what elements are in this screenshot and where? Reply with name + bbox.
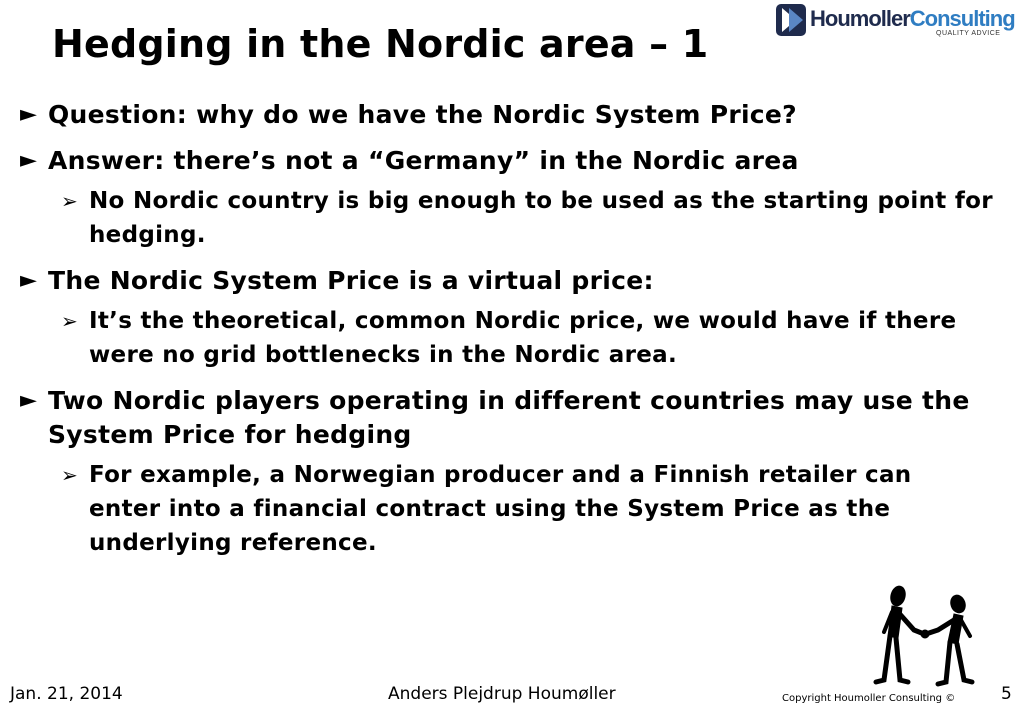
logo-wordmark (810, 6, 1015, 32)
logo-name-light: Consulting (909, 6, 1015, 31)
handshake-figures-icon (862, 584, 992, 689)
slide-title: Hedging in the Nordic area – 1 (52, 22, 709, 66)
bullet-item (20, 384, 1010, 452)
logo-name-dark: Houmoller (810, 6, 910, 31)
sub-bullet-item (20, 184, 1010, 252)
bullet-item (20, 264, 1010, 298)
sub-bullet-marker-icon: ➢ (61, 463, 79, 487)
bullet-item (20, 144, 1010, 178)
bullet-text: Answer: there’s not a “Germany” in the Nordic area (48, 146, 799, 175)
footer-author: Anders Plejdrup Houmøller (388, 684, 616, 704)
sub-bullet-marker-icon: ➢ (61, 189, 79, 213)
sub-bullet-text: For example, a Norwegian producer and a Finnish retailer can enter into a financial contract using the System Price as the underlying reference. (89, 462, 912, 556)
sub-bullet-text: It’s the theoretical, common Nordic price, we would have if there were no grid bottlenecks in the Nordic area. (89, 308, 957, 368)
page-number: 5 (1001, 684, 1012, 704)
sub-bullet-item (20, 458, 1010, 560)
footer-date: Jan. 21, 2014 (10, 684, 123, 704)
bullet-text: Question: why do we have the Nordic System Price? (48, 100, 797, 129)
company-logo (776, 4, 1020, 40)
bullet-item (20, 98, 1010, 132)
footer-copyright: Copyright Houmoller Consulting © (782, 693, 956, 704)
houmoller-logo-icon (776, 4, 806, 36)
bullet-marker-icon: ► (20, 268, 38, 293)
bullet-marker-icon: ► (20, 102, 38, 127)
bullet-marker-icon: ► (20, 388, 38, 413)
sub-bullet-text: No Nordic country is big enough to be used as the starting point for hedging. (89, 188, 993, 248)
sub-bullet-item (20, 304, 1010, 372)
bullet-list (20, 98, 1010, 572)
bullet-text: Two Nordic players operating in different countries may use the System Price for hedging (48, 386, 970, 449)
bullet-marker-icon: ► (20, 148, 38, 173)
logo-tagline: QUALITY ADVICE (936, 30, 1001, 37)
bullet-text: The Nordic System Price is a virtual price: (48, 266, 654, 295)
sub-bullet-marker-icon: ➢ (61, 309, 79, 333)
